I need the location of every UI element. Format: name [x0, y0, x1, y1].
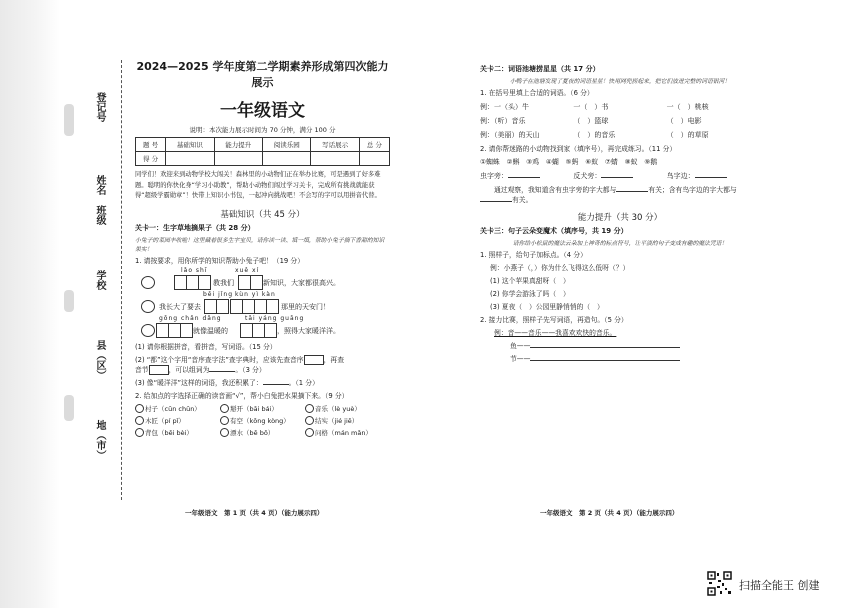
sidebar-label-county: 县（区）: [94, 340, 105, 380]
qr-code-icon: [707, 571, 732, 596]
option-item[interactable]: [305, 404, 390, 413]
radical-item[interactable]: [480, 171, 573, 181]
option-text: 掰开（bāi bái）: [230, 404, 278, 413]
apple-icon: [220, 416, 229, 425]
punctuation-item[interactable]: (3) 夏夜（ ）公园里静悄悄的（ ）: [490, 303, 604, 311]
relay-line[interactable]: [480, 354, 760, 364]
answer-blank[interactable]: [616, 191, 648, 192]
level-two-title: 关卡二：词语池塘捞星星（共 17 分）: [480, 65, 600, 73]
question-text: ，可以组词为: [168, 365, 210, 374]
sentence-text: ，照得大家暖洋洋。: [277, 326, 340, 335]
sidebar-label-name: 姓名: [94, 175, 105, 195]
pinyin-row: [135, 314, 390, 339]
fill-item[interactable]: （ ）的草原: [666, 131, 709, 139]
score-header-cell: 总 分: [359, 138, 389, 152]
score-header-cell: 能力提升: [214, 138, 262, 152]
question-punctuation: 1. 照样子，给句子加标点。（4 分）: [480, 251, 587, 259]
pinyin-label: bēi jǐng: [203, 290, 234, 298]
sidebar-label-school: 学校: [94, 270, 105, 290]
option-item[interactable]: [135, 404, 220, 413]
option-text: 漂水（bē bō）: [230, 428, 275, 437]
level-three-title: 关卡三：句子云朵变魔术（填序号，共 19 分）: [480, 227, 628, 235]
question-1: 1. 请按要求，用你所学的知识帮助小兔子吧！（19 分）: [135, 256, 304, 265]
punctuation-item[interactable]: (2) 你学会游泳了吗（ ）: [490, 290, 570, 298]
reading-options: [135, 404, 390, 437]
writing-grid[interactable]: [157, 323, 193, 338]
sidebar-label-id: 登记号: [94, 92, 105, 122]
option-text: 背包（bēi bèi）: [145, 428, 193, 437]
summary-text: 有关。: [512, 196, 533, 204]
summary-text: 通过观察，我知道含有虫字旁的字大都与: [494, 186, 617, 194]
punctuation-item[interactable]: (1) 这个苹果真甜呀（ ）: [490, 277, 570, 285]
apple-icon: [135, 416, 144, 425]
answer-blank[interactable]: [508, 177, 540, 178]
option-text: 木匠（pí pǐ）: [145, 416, 185, 425]
question-text: (3) 像“暖洋洋”这样的词语，我还积累了：: [135, 378, 263, 387]
writing-grid[interactable]: [231, 299, 279, 314]
fill-row: [480, 130, 760, 140]
score-cell[interactable]: [214, 152, 262, 166]
sidebar-label-city: 地（市）: [94, 420, 105, 460]
radical-item[interactable]: [667, 171, 760, 181]
page-one: [135, 58, 390, 440]
sub-question-2: [135, 355, 390, 375]
sub-question-3: [135, 378, 390, 388]
fill-item[interactable]: （ ）篮球: [573, 117, 609, 125]
relay-line[interactable]: [480, 341, 760, 351]
page-one-footer: 一年级语文 第 1 页（共 4 页）（能力展示四）: [185, 509, 324, 517]
apple-icon: [135, 428, 144, 437]
score-header-cell: 写话展示: [311, 138, 359, 152]
relay-start: 鱼——: [510, 342, 531, 350]
exam-note: 说明：本次能力展示时间为 70 分钟，满分 100 分: [189, 126, 336, 134]
radical-label: 虫字旁：: [480, 172, 508, 180]
writing-grid[interactable]: [175, 275, 211, 290]
option-text: 问格（mán mǎn）: [315, 428, 372, 437]
question-text: ，再查: [323, 355, 344, 364]
question-relay: 2. 接力比赛，照样子先写词语，再造句。（5 分）: [480, 316, 628, 324]
question-text: 。（3 分）: [235, 365, 266, 374]
option-text: 村子（cūn chūn）: [145, 404, 201, 413]
sentence-text: 教我们: [213, 278, 234, 287]
apple-icon: [305, 428, 314, 437]
watermark-text: 扫描全能王 创建: [739, 579, 820, 592]
fill-item: 例：（美丽）的天山: [480, 131, 540, 139]
radical-row: [480, 171, 760, 181]
pinyin-label: tāi yáng guāng: [245, 314, 305, 322]
writing-grid[interactable]: [241, 323, 277, 338]
option-text: 音乐（lè yuè）: [315, 404, 361, 413]
answer-line[interactable]: [530, 360, 680, 361]
radical-label: 鸟字边：: [666, 172, 695, 180]
score-cell[interactable]: [311, 152, 359, 166]
sentence-text: 就像温暖的: [193, 326, 228, 335]
question-text: (2) “都”这个字用“音序查字法”查字典时，应该先查音序: [135, 355, 304, 364]
question-fill: 1. 在括号里填上合适的词语。（6 分）: [480, 89, 594, 97]
pinyin-row: [135, 266, 390, 291]
option-text: 有空（kōng kòng）: [230, 416, 290, 425]
apple-icon: [135, 404, 144, 413]
radical-label: 反犬旁：: [573, 172, 602, 180]
sidebar-label-class: 班级: [94, 205, 105, 225]
fill-item[interactable]: （ ）电影: [666, 117, 702, 125]
level-three-hint: 请你给小松鼠的魔法云朵加上神奇的标点符号，让平淡的句子变成有趣的魔法咒语！: [512, 241, 728, 247]
fill-item: 例：一（头）牛: [480, 103, 529, 111]
option-item[interactable]: [220, 428, 305, 437]
score-cell[interactable]: [359, 152, 389, 166]
binding-line: [121, 60, 122, 500]
score-cell[interactable]: [262, 152, 310, 166]
level-one-title: 关卡一：生字草地摘果子（共 28 分）: [135, 223, 255, 232]
question-animals: 2. 请你帮迷路的小动物找到家（填序号），再完成练习。（11 分）: [480, 145, 677, 153]
score-header-cell: 基础知识: [166, 138, 214, 152]
sub-question-1: (1) 请你根据拼音，看拼音，写词语。（15 分）: [135, 342, 277, 351]
apple-icon: [220, 428, 229, 437]
answer-line[interactable]: [530, 347, 680, 348]
answer-box[interactable]: [304, 355, 324, 365]
apple-icon: [305, 404, 314, 413]
fill-item[interactable]: 一（ ）书: [573, 103, 609, 111]
option-item[interactable]: [305, 416, 390, 425]
question-text: 。（1 分）: [288, 378, 319, 387]
scan-shadow: [0, 0, 60, 608]
question-2: 2. 给加点的字选择正确的读音画“√”，帮小白兔把水果摘下来。（9 分）: [135, 391, 349, 400]
fill-row: [480, 102, 760, 112]
pinyin-label: gōng chǎn dǎng: [159, 314, 222, 322]
scan-smear: [64, 395, 74, 421]
punctuation-example: 例：小燕子（，）你为什么飞得这么低呀（？）: [490, 264, 630, 272]
writing-grid[interactable]: [205, 299, 229, 314]
option-item[interactable]: [220, 404, 305, 413]
exam-subject: 一年级语文: [220, 101, 305, 121]
page-two-footer: 一年级语文 第 2 页（共 4 页）（能力展示四）: [540, 509, 679, 517]
scan-smear: [64, 290, 74, 312]
animal-list: ①蜘蛛 ②蝌 ③鸡 ④蝴 ⑤蚂 ⑥蚁 ⑦蜻 ⑧蚁 ⑨鹅: [480, 158, 658, 166]
fill-item: 例：（听）音乐: [480, 117, 526, 125]
page-two: [480, 62, 760, 367]
pinyin-row: [135, 290, 390, 315]
scan-smear: [64, 104, 74, 136]
answer-box[interactable]: [149, 365, 169, 375]
sentence-text: 新知识，大家都很高兴。: [263, 278, 340, 287]
fill-item[interactable]: 一（ ）桃核: [666, 103, 709, 111]
option-text: 结实（jié jiē）: [315, 416, 359, 425]
pinyin-label: lǎo shī: [181, 266, 208, 274]
apple-icon: [305, 416, 314, 425]
score-header-cell: 题 号: [136, 138, 166, 152]
score-cell[interactable]: [166, 152, 214, 166]
apple-icon: [141, 300, 155, 313]
pinyin-label: xuě xí: [235, 266, 260, 274]
radical-summary: [480, 185, 760, 205]
option-item[interactable]: [135, 428, 220, 437]
sentence-text: 我长大了要去: [159, 302, 201, 311]
section-basic: 基础知识（共 45 分）: [220, 209, 305, 220]
fill-item[interactable]: （ ）的音乐: [573, 131, 616, 139]
level-two-hint: 小鸭子在池塘发现了夏夜的词语星星！快用网兜捞起来，把它们放进完整的词语银河！: [509, 79, 731, 85]
option-item[interactable]: [135, 416, 220, 425]
apple-icon: [220, 404, 229, 413]
option-item[interactable]: [305, 428, 390, 437]
sentence-text: 那里的天安门！: [281, 302, 330, 311]
question-text: 音节: [135, 365, 149, 374]
answer-blank[interactable]: [209, 371, 235, 372]
level-one-hint: 小兔子的菜园丰收啦！这里藏着很多生字宝贝，请你读一读、填一填，帮助小兔子摘下香甜的知识果实！: [135, 237, 385, 253]
answer-blank[interactable]: [695, 177, 727, 178]
exam-header: 2024—2025 学年度第二学期素养形成第四次能力展示: [136, 60, 389, 89]
answer-blank[interactable]: [601, 177, 633, 178]
exam-intro: 同学们！欢迎来到动物学校大闯关！森林里的小动物们正在举办比赛，可是遇到了好多难题。聪明的你快化身“学习小助教”，帮助小动物们闯过学习关卡，完成所有挑战就能获得“超级学霸勋章”！快带上知识小书包，一起冲向挑战吧！不会写的字可以用拼音代替。: [135, 171, 381, 199]
answer-blank[interactable]: [263, 384, 289, 385]
radical-item[interactable]: [573, 171, 666, 181]
writing-grid[interactable]: [239, 275, 263, 290]
apple-icon: [141, 276, 155, 289]
section-ability: 能力提升（共 30 分）: [577, 213, 663, 223]
summary-text: 有关；含有鸟字边的字大都与: [648, 186, 737, 194]
score-header-cell: 阅读乐园: [262, 138, 310, 152]
answer-blank[interactable]: [480, 201, 512, 202]
option-item[interactable]: [220, 416, 305, 425]
relay-start: 节——: [510, 355, 531, 363]
fill-row: [480, 116, 760, 126]
pinyin-label: kùn yì kàn: [235, 290, 276, 298]
relay-example: 例：音——音乐——我喜欢欢快的音乐。: [494, 329, 617, 337]
score-label-cell: 得 分: [136, 152, 166, 166]
apple-icon: [141, 324, 155, 337]
score-table: [135, 137, 390, 166]
